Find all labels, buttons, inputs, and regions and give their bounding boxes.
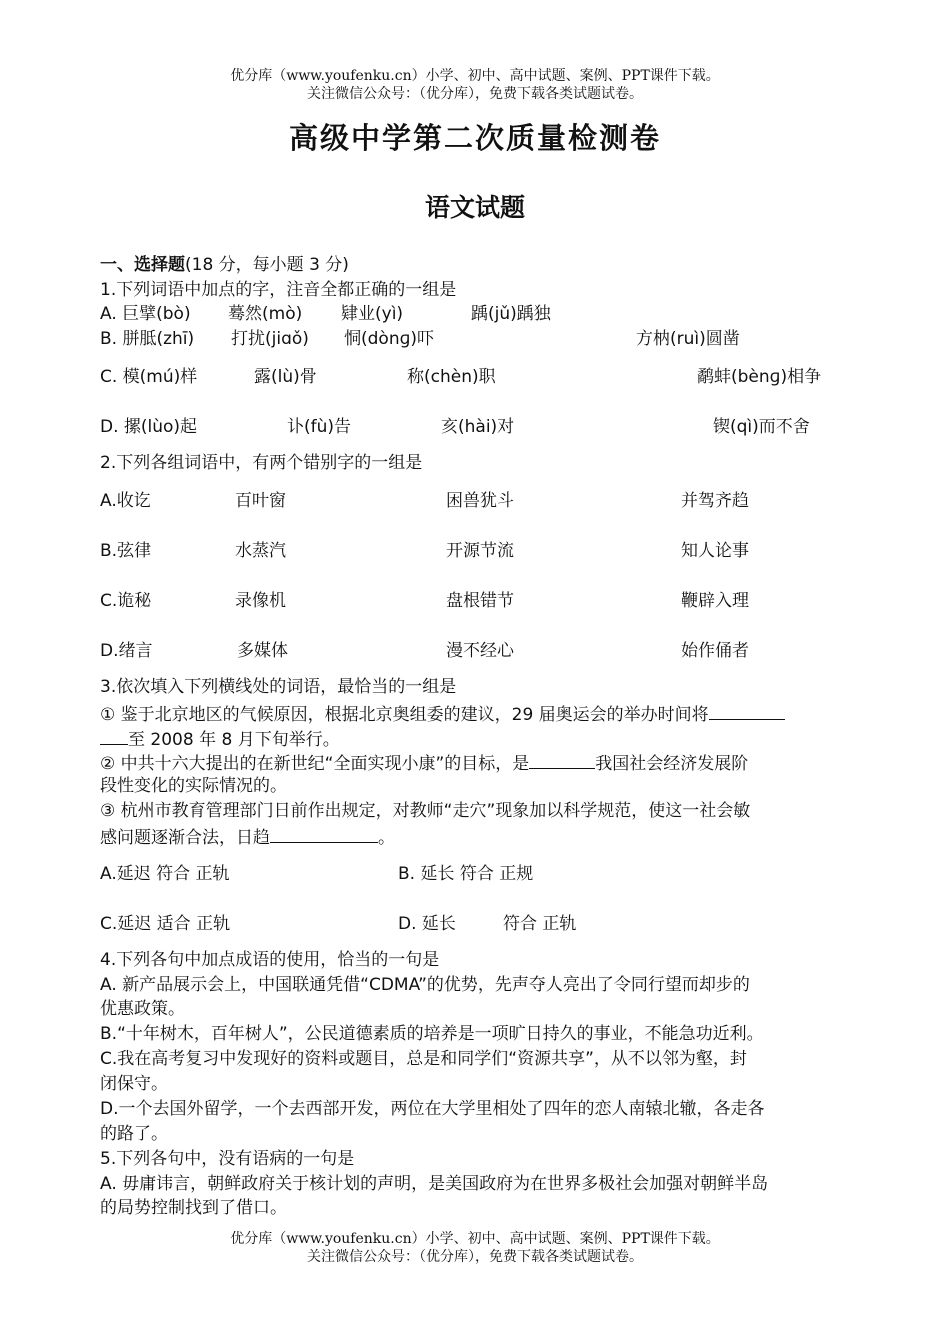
q3-sentence-2-line-2: 段性变化的实际情况的。 (100, 776, 287, 796)
q1-b-3: 恫(dònɡ)吓 (344, 329, 435, 349)
q1-c-2: 露(lù)骨 (254, 367, 317, 387)
q2-b-1: B.弦律 (100, 541, 152, 561)
q1-b-1: B. 胼胝(zhī) (100, 329, 195, 349)
q3-s1-tail: 至 2008 年 8 月下旬举行。 (128, 730, 340, 750)
q3-blank-1[interactable] (709, 702, 785, 720)
q1-a-1: A. 巨擘(bò) (100, 304, 191, 324)
q2-d-4: 始作俑者 (681, 641, 749, 661)
q4-option-d-line-1: D.一个去国外留学，一个去西部开发，两位在大学里相处了四年的恋人南辕北辙，各走各 (100, 1099, 765, 1119)
q4-option-b-line-1: B.“十年树木，百年树人”，公民道德素质的培养是一项旷日持久的事业，不能急功近利。 (100, 1024, 764, 1044)
q1-a-3: 肄业(yì) (341, 304, 404, 324)
q3-s2-tail: 我国社会经济发展阶 (595, 754, 749, 774)
q4-option-c-line-1: C.我在高考复习中发现好的资料或题目，总是和同学们“资源共享”，从不以邻为壑，封 (100, 1049, 747, 1069)
q2-a-4: 并驾齐趋 (681, 491, 749, 511)
footer-line-2: 关注微信公众号：（优分库），免费下载各类试题试卷。 (307, 1249, 643, 1265)
q1-stem: 1.下列词语中加点的字，注音全都正确的一组是 (100, 280, 457, 300)
q5-option-a-line-2: 的局势控制找到了借口。 (100, 1198, 287, 1218)
q3-blank-3[interactable] (270, 825, 378, 843)
q3-sentence-3-line-2 (100, 825, 395, 849)
q2-a-2: 百叶窗 (235, 491, 286, 511)
q5-stem: 5.下列各句中，没有语病的一句是 (100, 1149, 355, 1169)
q3-blank-1-cont[interactable] (100, 727, 128, 745)
q3-option-d-words: 符合 正轨 (503, 914, 577, 934)
q1-a-4: 踽(jǔ)踽独 (471, 304, 551, 324)
q4-option-c-line-2: 闭保守。 (100, 1074, 168, 1094)
q3-option-a: A.延迟 符合 正轨 (100, 864, 230, 884)
footer-line-1: 优分库（www.youfenku.cn）小学、初中、高中试题、案例、PPT课件下载。 (230, 1231, 720, 1247)
q5-option-a-line-1: A. 毋庸讳言，朝鲜政府关于核计划的声明，是美国政府为在世界多极社会加强对朝鲜半岛 (100, 1174, 769, 1194)
q3-option-b: B. 延长 符合 正规 (398, 864, 534, 884)
q1-b-2: 打扰(jiɑǒ) (231, 329, 309, 349)
q1-d-2: 讣(fù)告 (287, 417, 352, 437)
q2-a-3: 困兽犹斗 (446, 491, 514, 511)
q1-c-1: C. 模(mú)样 (100, 367, 198, 387)
header-line-1: 优分库（www.youfenku.cn）小学、初中、高中试题、案例、PPT课件下载。 (230, 68, 720, 84)
section-heading (100, 254, 349, 276)
q4-stem: 4.下列各句中加点成语的使用，恰当的一句是 (100, 950, 440, 970)
q1-a-2: 蓦然(mò) (228, 304, 303, 324)
q1-d-3: 亥(hài)对 (441, 417, 515, 437)
q2-d-2: 多媒体 (237, 641, 288, 661)
q3-sentence-2-line-1 (100, 751, 748, 775)
q1-c-4: 鹬蚌(bènɡ)相争 (697, 367, 822, 387)
q4-option-a-line-2: 优惠政策。 (100, 999, 185, 1019)
q3-option-c: C.延迟 适合 正轨 (100, 914, 231, 934)
q3-option-d: D. 延长 (398, 914, 456, 934)
q4-option-d-line-2: 的路了。 (100, 1124, 168, 1144)
q2-b-4: 知人论事 (681, 541, 749, 561)
section-note: (18 分，每小题 3 分) (185, 255, 349, 275)
q3-sentence-1-line-1 (100, 702, 785, 726)
header-line-2: 关注微信公众号：（优分库），免费下载各类试题试卷。 (307, 86, 643, 102)
q3-s1-text: ① 鉴于北京地区的气候原因，根据北京奥组委的建议，29 届奥运会的举办时间将 (100, 705, 709, 725)
page-subtitle: 语文试题 (424, 193, 525, 222)
q1-c-3: 称(chèn)职 (407, 367, 496, 387)
q2-stem: 2.下列各组词语中，有两个错别字的一组是 (100, 453, 423, 473)
q2-c-2: 录像机 (235, 591, 286, 611)
q2-d-3: 漫不经心 (446, 641, 514, 661)
q4-option-a-line-1: A. 新产品展示会上，中国联通凭借“CDMA”的优势，先声夺人亮出了令同行望而却步的 (100, 975, 750, 995)
q2-d-1: D.绪言 (100, 641, 153, 661)
q3-s3-tail: 。 (378, 828, 395, 848)
q2-c-3: 盘根错节 (446, 591, 514, 611)
q3-stem: 3.依次填入下列横线处的词语，最恰当的一组是 (100, 677, 457, 697)
page-title: 高级中学第二次质量检测卷 (288, 121, 661, 155)
q3-blank-2[interactable] (529, 751, 595, 769)
q2-c-4: 鞭辟入理 (681, 591, 749, 611)
q2-b-3: 开源节流 (446, 541, 514, 561)
q3-sentence-3-line-1: ③ 杭州市教育管理部门日前作出规定，对教师“走穴”现象加以科学规范，使这一社会敏 (100, 801, 751, 821)
q3-s3-text: 感问题逐渐合法，日趋 (100, 828, 270, 848)
q1-d-4: 锲(qì)而不舍 (713, 417, 810, 437)
q2-c-1: C.诡秘 (100, 591, 152, 611)
q2-b-2: 水蒸汽 (235, 541, 286, 561)
q1-d-1: D. 摞(lùo)起 (100, 417, 198, 437)
q2-a-1: A.收讫 (100, 491, 151, 511)
q1-b-4: 方枘(ruì)圆凿 (636, 329, 740, 349)
q3-s2-text: ② 中共十六大提出的在新世纪“全面实现小康”的目标，是 (100, 754, 530, 774)
q3-sentence-1-line-2 (100, 727, 340, 751)
section-label: 一、选择题 (100, 255, 185, 275)
